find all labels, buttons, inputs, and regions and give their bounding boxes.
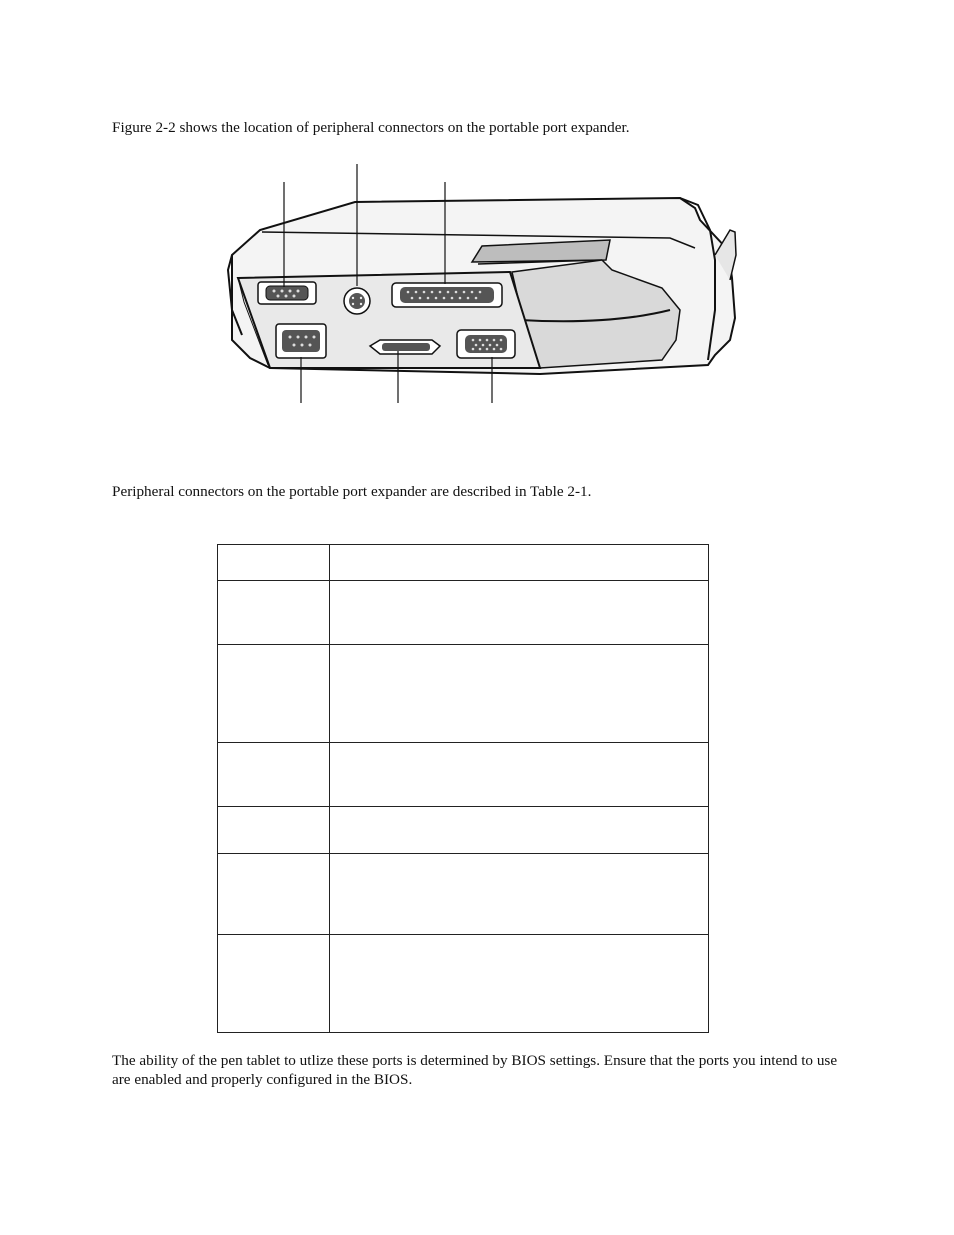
parallel-port	[392, 283, 502, 307]
table-row	[218, 645, 709, 743]
table-cell	[218, 807, 330, 854]
table-row	[218, 854, 709, 935]
table-cell	[218, 545, 330, 581]
table-cell	[330, 645, 709, 743]
bios-note-text: The ability of the pen tablet to utlize these ports is determined by BIOS settings. Ensure that the ports you intend to use are enabled and properly configured in the BIOS.	[112, 1052, 838, 1088]
table-cell	[330, 854, 709, 935]
table-cell	[218, 935, 330, 1033]
table-cell	[330, 581, 709, 645]
serial-port-bottom	[276, 324, 326, 358]
table-intro-text: Peripheral connectors on the portable port expander are described in Table 2-1.	[112, 483, 592, 500]
serial-port-top	[258, 282, 316, 304]
table-row	[218, 581, 709, 645]
table-cell	[218, 854, 330, 935]
table-cell	[218, 743, 330, 807]
table-header-row	[218, 545, 709, 581]
table-cell	[330, 743, 709, 807]
table-row	[218, 935, 709, 1033]
expansion-port	[370, 340, 440, 354]
table-row	[218, 743, 709, 807]
figure-intro-text: Figure 2-2 shows the location of peripheral connectors on the portable port expander.	[112, 119, 630, 136]
table-cell	[218, 581, 330, 645]
vga-port	[457, 330, 515, 358]
port-expander-figure	[210, 160, 770, 410]
table-cell	[218, 645, 330, 743]
table-cell	[330, 545, 709, 581]
connector-table	[217, 544, 709, 1033]
table-cell	[330, 807, 709, 854]
table-row	[218, 807, 709, 854]
table-cell	[330, 935, 709, 1033]
ps2-port	[344, 288, 370, 314]
